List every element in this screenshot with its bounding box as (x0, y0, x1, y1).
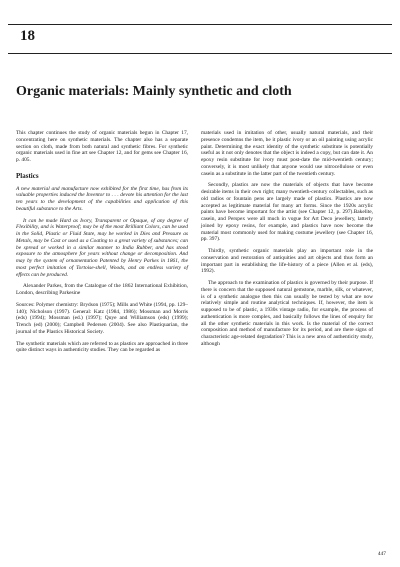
body-paragraph: Thirdly, synthetic organic materials play an important role in the conservation and restoration of antiquities and art objects and thus form an important part in establishing the life-history of a piece (Allen et al. (eds), 1992). (201, 248, 373, 275)
epigraph-quote-1: A new material and manufacture now exhibited for the first time, has from its valuable properties induced the Inventor to . . . devote his attention for the last ten years to the development of the capabilities and application of this beautiful substance to the Arts. (16, 185, 188, 212)
intro-paragraph: This chapter continues the study of organic materials begun in Chapter 17, concentrating here on synthetic materials. The chapter also has a separate section on cloth, made from both natural and synthetic fibres. For synthetic organic materials used in fine art see Chapter 12, and for gems see Chapter 16, p. 405. (16, 130, 188, 163)
body-paragraph: The synthetic materials which are referred to as plastics are approached in three quite distinct ways in authenticity studies. They can be regarded as (16, 340, 188, 354)
chapter-header-bar (8, 24, 392, 54)
epigraph-attribution: Alexander Parkes, from the Catalogue of the 1862 International Exhibition, London, describing Parkesine (16, 283, 188, 296)
body-paragraph: The approach to the examination of plastics is governed by their purpose. If there is concern that the supposed natural gemstone, marble, silk, or whatever, is of a synthetic analogue then this can usually be tested by what are now relatively simple and routine analytical techniques. If, however, the item is supposed to be of plastic, a 1930s vintage radio, for example, the process of authentication is more complex, and basically follows the lines of enquiry for all the other synthetic materials in this work. Is the material of the correct composition and method of manufacture for its period, and are there signs of characteristic age-related degradation? This is a new area of authenticity study, although (201, 280, 373, 347)
epigraph-quote-2: It can be made Hard as Ivory, Transparent or Opaque, of any degree of Flexibility, and is Waterproof; may be of the most Brilliant Colors, can be used in the Solid, Plastic or Fluid State, may be worked in Dies and Pressure as Metals, may be Cast or used as a Coating to a great variety of substances; can be spread or worked in a similar manner to India Rubber, and has stood exposure to the atmosphere for years without change or decomposition. And may by the system of ornamentation Patented by Henry Parkes in 1861, the most perfect imitation of Tortoise-shell, Woods, and an endless variety of effects can be produced. (16, 217, 188, 278)
page-number: 447 (377, 551, 386, 557)
section-heading: Plastics (16, 171, 39, 180)
right-column (201, 130, 373, 353)
body-paragraph: Secondly, plastics are now the materials of objects that have become desirable items in their own right; many twentieth-century collectables, such as old radios or fountain pens are largely made of plastics. Plastics are now accepted as legitimate material for many art forms. Since the 1920s acrylic paints have become important for the artist (see Chapter 12, p. 297).Bakelite, casein, and Perspex were all much in vogue for Art Deco jewellery, latterly joined by epoxy resins, for example, and plastics have now become the material most commonly used for making costume jewellery (see Chapter 16, pp. 397). (201, 182, 373, 243)
chapter-title: Organic materials: Mainly synthetic and cloth (16, 84, 292, 99)
chapter-number: 18 (20, 28, 35, 44)
sources-paragraph: Sources: Polymer chemistry: Brydson (1975); Mills and White (1994, pp. 129–140); Nicholson (1997). General: Katz (1984, 1986); Mossman and Morris (eds) (1994); Mossman (ed.) (1997); Quye and Williamson (eds) (1999); Trench (ed) (2000); Campbell Pedersen (2004). See also Plastiquarian, the journal of the Plastics Historical Society. (16, 301, 188, 335)
left-column (16, 130, 188, 359)
body-paragraph: materials used in imitation of other, usually natural materials, and their presence condemns the item, be it plastic ivory or an oil painting using acrylic paint. Determining the exact identity of the synthetic substitute is potentially useful as it not only denotes that the object is indeed a copy, but can date it. An epoxy resin substitute for ivory must post-date the mid-twentieth century; conversely, it is most unlikely that anyone would use nitrocellulose or even casein as a substitute in the latter part of the twentieth century. (201, 130, 373, 177)
